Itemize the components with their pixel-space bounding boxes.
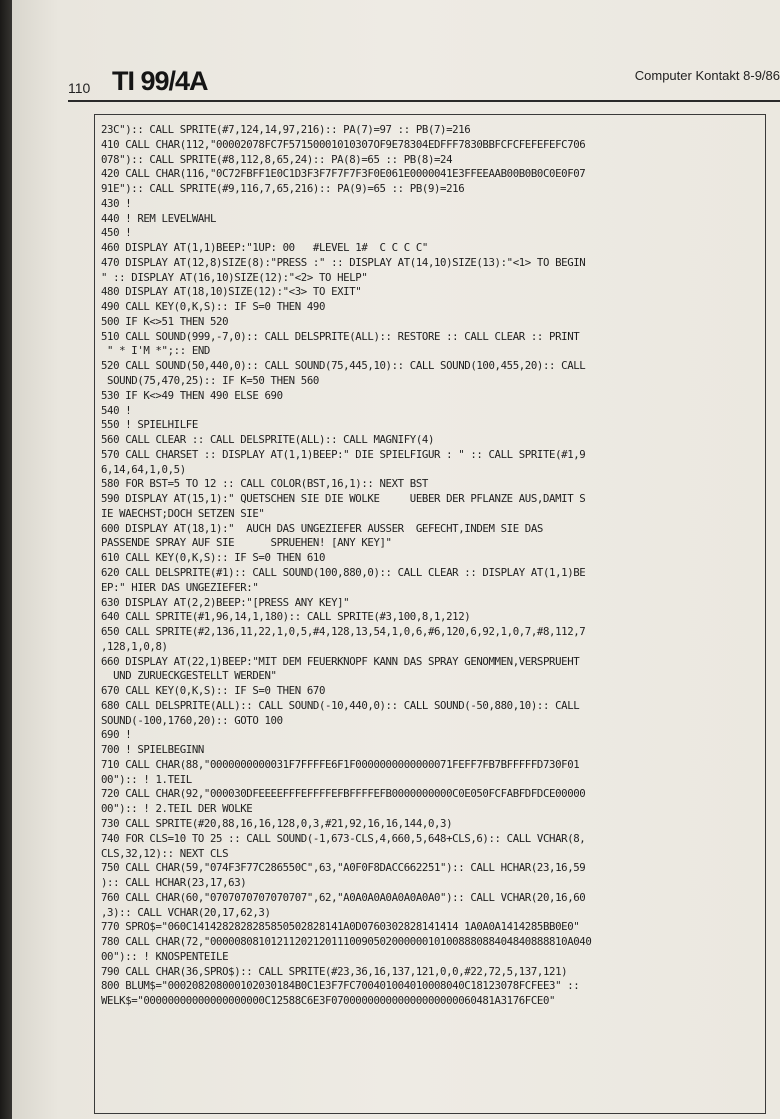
listing-line: IE WAECHST;DOCH SETZEN SIE" xyxy=(101,506,265,520)
listing-line: 480 DISPLAY AT(18,10)SIZE(12):"<3> TO EXIT" xyxy=(101,285,362,299)
listing-line: 520 CALL SOUND(50,440,0):: CALL SOUND(75,445,10):: CALL SOUND(100,455,20):: CALL xyxy=(101,359,586,373)
listing-line: 00"):: ! KNOSPENTEILE xyxy=(101,949,229,963)
listing-line: ,3):: CALL VCHAR(20,17,62,3) xyxy=(101,905,271,919)
listing-line: 730 CALL SPRITE(#20,88,16,16,128,0,3,#21,92,16,16,144,0,3) xyxy=(101,816,453,830)
listing-line: 500 IF K<>51 THEN 520 xyxy=(101,314,229,328)
listing-line: 770 SPRO$="060C1414282828285850502828141A0D0760302828141414 1A0A0A1414285BB0E0" xyxy=(101,920,580,934)
basic-listing xyxy=(94,114,766,1114)
listing-line: 430 ! xyxy=(101,196,132,210)
listing-line: 470 DISPLAY AT(12,8)SIZE(8):"PRESS :" :: DISPLAY AT(14,10)SIZE(13):"<1> TO BEGIN xyxy=(101,255,586,269)
listing-line: 600 DISPLAY AT(18,1):" AUCH DAS UNGEZIEFER AUSSER GEFECHT,INDEM SIE DAS xyxy=(101,521,543,535)
listing-line: 570 CALL CHARSET :: DISPLAY AT(1,1)BEEP:" DIE SPIELFIGUR : " :: CALL SPRITE(#1,9 xyxy=(101,447,586,461)
listing-line: 660 DISPLAY AT(22,1)BEEP:"MIT DEM FEUERKNOPF KANN DAS SPRAY GENOMMEN,VERSPRUEHT xyxy=(101,654,580,668)
listing-line: 750 CALL CHAR(59,"074F3F77C286550C",63,"A0F0F8DACC662251"):: CALL HCHAR(23,16,59 xyxy=(101,861,586,875)
listing-line: 510 CALL SOUND(999,-7,0):: CALL DELSPRITE(ALL):: RESTORE :: CALL CLEAR :: PRINT xyxy=(101,329,580,343)
listing-line: 420 CALL CHAR(116,"0C72FBFF1E0C1D3F3F7F7F7F3F0E061E0000041E3FFEEAAB00B0B0C0E0F07 xyxy=(101,167,586,181)
listing-line: 410 CALL CHAR(112,"00002078FC7F57150001010307OF9E78304EDFFF7830BBFCFCFEFEFEFC706 xyxy=(101,137,586,151)
listing-line: 700 ! SPIELBEGINN xyxy=(101,743,204,757)
listing-line: 00"):: ! 1.TEIL xyxy=(101,772,192,786)
listing-line: 800 BLUM$="000208208000102030184B0C1E3F7FC700401004010008040C18123078FCFEE3" :: xyxy=(101,979,580,993)
listing-line: 710 CALL CHAR(88,"0000000000031F7FFFFE6F1F0000000000000071FEFF7FB7BFFFFFD730F01 xyxy=(101,757,580,771)
listing-line: 078"):: CALL SPRITE(#8,112,8,65,24):: PA(8)=65 :: PB(8)=24 xyxy=(101,152,453,166)
listing-line: 490 CALL KEY(0,K,S):: IF S=0 THEN 490 xyxy=(101,300,326,314)
listing-line: 780 CALL CHAR(72,"00000808101211202120111009050200000010100888088404840888810A040 xyxy=(101,935,592,949)
page-number: 110 xyxy=(68,80,91,96)
listing-line: 650 CALL SPRITE(#2,136,11,22,1,0,5,#4,128,13,54,1,0,6,#6,120,6,92,1,0,7,#8,112,7 xyxy=(101,625,586,639)
listing-line: 790 CALL CHAR(36,SPRO$):: CALL SPRITE(#23,36,16,137,121,0,0,#22,72,5,137,121) xyxy=(101,964,568,978)
listing-line: 580 FOR BST=5 TO 12 :: CALL COLOR(BST,16,1):: NEXT BST xyxy=(101,477,428,491)
listing-line: 640 CALL SPRITE(#1,96,14,1,180):: CALL SPRITE(#3,100,8,1,212) xyxy=(101,610,471,624)
listing-line: ):: CALL HCHAR(23,17,63) xyxy=(101,876,247,890)
listing-line: 91E"):: CALL SPRITE(#9,116,7,65,216):: PA(9)=65 :: PB(9)=216 xyxy=(101,182,465,196)
listing-line: 740 FOR CLS=10 TO 25 :: CALL SOUND(-1,673-CLS,4,660,5,648+CLS,6):: CALL VCHAR(8, xyxy=(101,831,586,845)
listing-line: WELK$="00000000000000000000C12588C6E3F070000000000000000000060481A3176FCE0" xyxy=(101,994,556,1008)
listing-line: 760 CALL CHAR(60,"0707070707070707",62,"A0A0A0A0A0A0A0A0"):: CALL VCHAR(20,16,60 xyxy=(101,890,586,904)
listing-line: 00"):: ! 2.TEIL DER WOLKE xyxy=(101,802,253,816)
listing-line: 540 ! xyxy=(101,403,132,417)
listing-line: ,128,1,0,8) xyxy=(101,639,168,653)
page-header xyxy=(68,60,780,102)
listing-line: PASSENDE SPRAY AUF SIE SPRUEHEN! [ANY KEY]" xyxy=(101,536,392,550)
listing-line: UND ZURUECKGESTELLT WERDEN" xyxy=(101,669,277,683)
listing-line: 670 CALL KEY(0,K,S):: IF S=0 THEN 670 xyxy=(101,684,326,698)
listing-line: 6,14,64,1,0,5) xyxy=(101,462,186,476)
listing-line: " * I'M *";:: END xyxy=(101,344,210,358)
listing-line: 440 ! REM LEVELWAHL xyxy=(101,211,217,225)
listing-line: SOUND(-100,1760,20):: GOTO 100 xyxy=(101,713,283,727)
listing-line: 680 CALL DELSPRITE(ALL):: CALL SOUND(-10,440,0):: CALL SOUND(-50,880,10):: CALL xyxy=(101,698,580,712)
listing-line: 690 ! xyxy=(101,728,132,742)
listing-line: 720 CALL CHAR(92,"000030DFEEEEFFFEFFFFEFBFFFFEFB0000000000C0E050FCFABFDFDCE00000 xyxy=(101,787,586,801)
listing-line: 610 CALL KEY(0,K,S):: IF S=0 THEN 610 xyxy=(101,551,326,565)
listing-line: 630 DISPLAY AT(2,2)BEEP:"[PRESS ANY KEY]" xyxy=(101,595,350,609)
listing-line: 620 CALL DELSPRITE(#1):: CALL SOUND(100,880,0):: CALL CLEAR :: DISPLAY AT(1,1)BE xyxy=(101,565,586,579)
listing-line: 530 IF K<>49 THEN 490 ELSE 690 xyxy=(101,388,283,402)
listing-line: 590 DISPLAY AT(15,1):" QUETSCHEN SIE DIE WOLKE UEBER DER PFLANZE AUS,DAMIT S xyxy=(101,492,586,506)
listing-line: SOUND(75,470,25):: IF K=50 THEN 560 xyxy=(101,374,319,388)
magazine-title: TI 99/4A xyxy=(112,66,208,96)
listing-line: 23C"):: CALL SPRITE(#7,124,14,97,216):: PA(7)=97 :: PB(7)=216 xyxy=(101,123,471,136)
issue-label: Computer Kontakt 8-9/86 xyxy=(634,68,780,83)
listing-line: EP:" HIER DAS UNGEZIEFER:" xyxy=(101,580,259,594)
magazine-page xyxy=(12,0,780,1119)
listing-line: CLS,32,12):: NEXT CLS xyxy=(101,846,229,860)
listing-line: 550 ! SPIELHILFE xyxy=(101,418,198,432)
listing-line: 560 CALL CLEAR :: CALL DELSPRITE(ALL):: CALL MAGNIFY(4) xyxy=(101,433,434,447)
listing-line: 460 DISPLAY AT(1,1)BEEP:"1UP: 00 #LEVEL 1# C C C C" xyxy=(101,241,428,255)
listing-line: " :: DISPLAY AT(16,10)SIZE(12):"<2> TO HELP" xyxy=(101,270,368,284)
listing-line: 450 ! xyxy=(101,226,132,240)
